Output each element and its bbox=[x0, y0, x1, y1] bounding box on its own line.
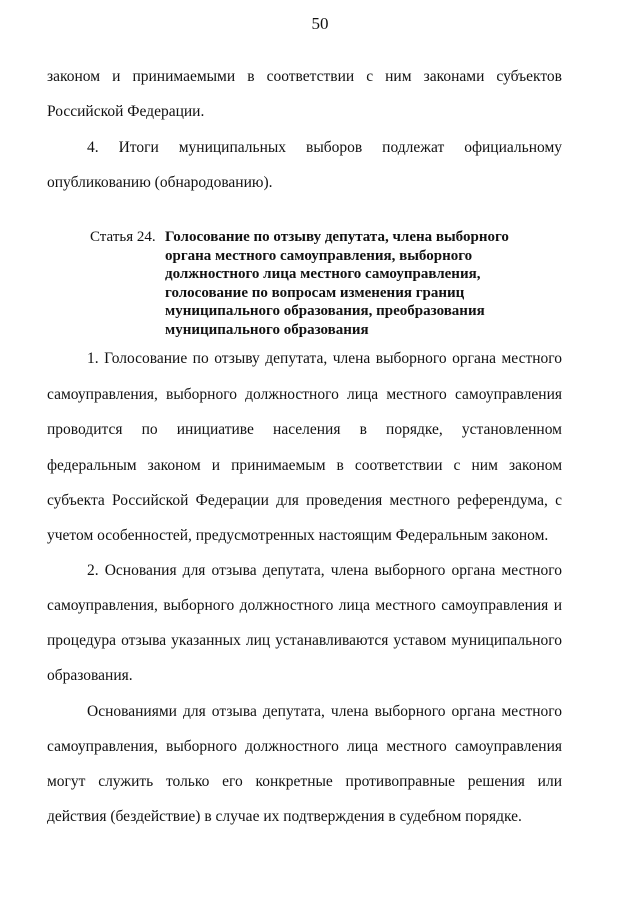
text-line: Российской Федерации. bbox=[47, 103, 205, 120]
text-line: образования. bbox=[47, 667, 133, 684]
text-line: самоуправления, выборного должностного лица местного самоуправления и bbox=[47, 597, 562, 614]
article-title-line: должностного лица местного самоуправления, bbox=[165, 266, 481, 282]
text-line: 1. Голосование по отзыву депутата, члена выборного органа местного bbox=[87, 350, 562, 367]
page-number: 50 bbox=[311, 14, 329, 33]
article-title-line: Голосование по отзыву депутата, члена выборного bbox=[165, 229, 509, 245]
article-title-line: муниципального образования bbox=[165, 321, 369, 338]
text-line: опубликованию (обнародованию). bbox=[47, 174, 273, 191]
text-line: самоуправления, выборного должностного лица местного самоуправления bbox=[47, 738, 562, 755]
article-label: Статья 24. bbox=[90, 229, 156, 245]
text-line: учетом особенностей, предусмотренных настоящим Федеральным законом. bbox=[47, 527, 549, 544]
text-line: 2. Основания для отзыва депутата, члена выборного органа местного bbox=[87, 562, 562, 579]
text-line: действия (бездействие) в случае их подтверждения в судебном порядке. bbox=[47, 808, 522, 825]
text-line: федеральным законом и принимаемым в соответствии с ним законом bbox=[47, 457, 562, 474]
article-title-line: муниципального образования, преобразования bbox=[165, 303, 485, 319]
text-line: субъекта Российской Федерации для проведения местного референдума, с bbox=[47, 492, 562, 509]
article-title-line: голосование по вопросам изменения границ bbox=[165, 284, 465, 301]
text-line: Основаниями для отзыва депутата, члена выборного органа местного bbox=[87, 703, 562, 720]
text-line: самоуправления, выборного должностного лица местного самоуправления bbox=[47, 386, 562, 403]
article-title bbox=[165, 228, 565, 339]
text-line: законом и принимаемыми в соответствии с ним законами субъектов bbox=[47, 68, 562, 85]
article-title-line: органа местного самоуправления, выборного bbox=[165, 247, 473, 264]
text-line: могут служить только его конкретные противоправные решения или bbox=[47, 773, 562, 790]
text-line: проводится по инициативе населения в порядке, установленном bbox=[47, 421, 562, 438]
text-line: процедура отзыва указанных лиц устанавливаются уставом муниципального bbox=[47, 632, 562, 649]
text-line: 4. Итоги муниципальных выборов подлежат официальному bbox=[87, 139, 562, 156]
